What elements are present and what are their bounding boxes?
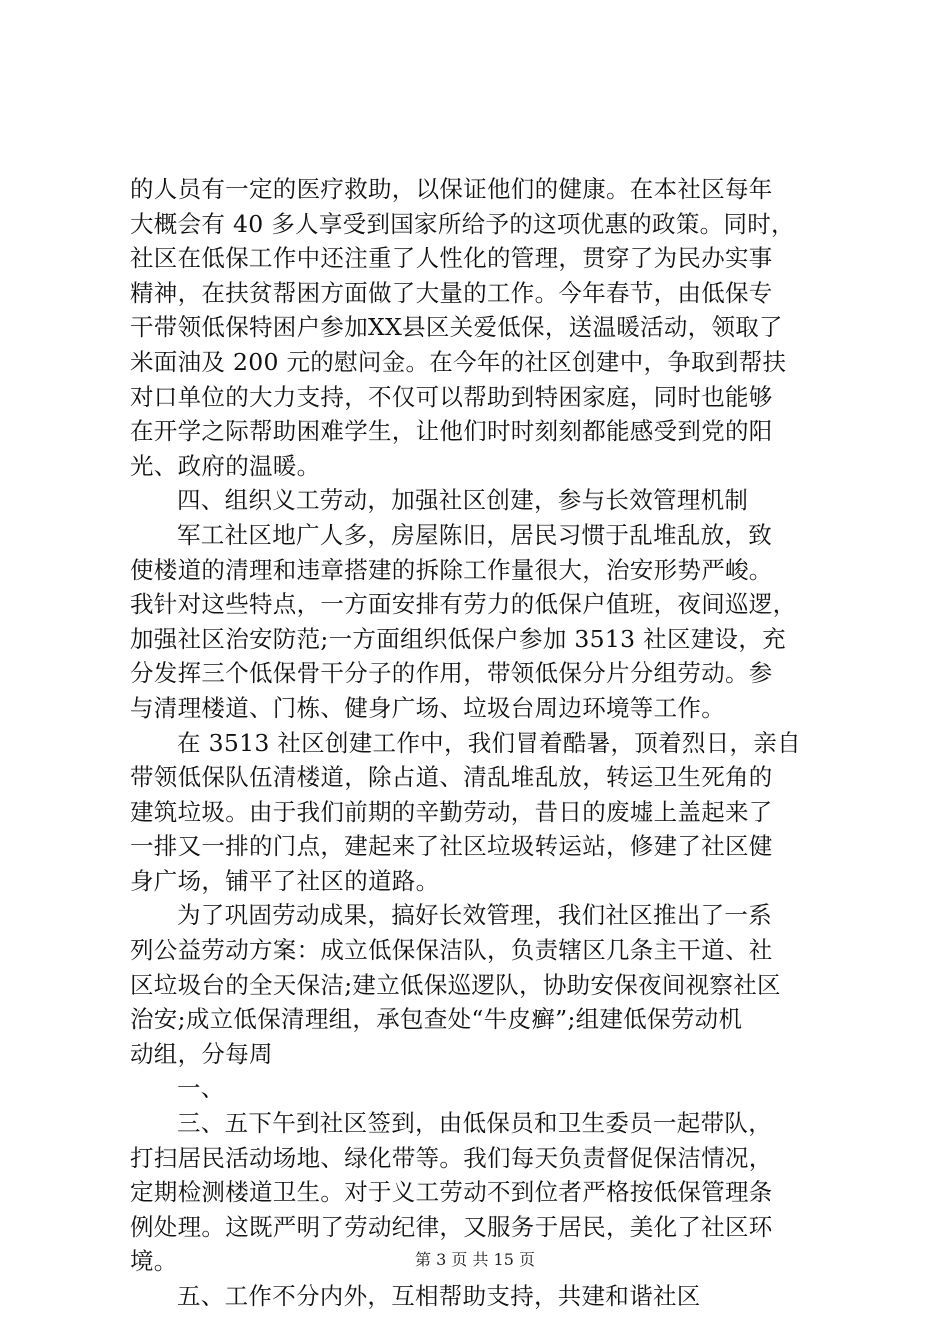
text-line: 列公益劳动方案：成立低保保洁队，负责辖区几条主干道、社 xyxy=(130,936,773,965)
text-line: 定期检测楼道卫生。对于义工劳动不到位者严格按低保管理条 xyxy=(130,1178,773,1207)
text-line: 为了巩固劳动成果，搞好长效管理，我们社区推出了一系 xyxy=(177,901,772,930)
text-line: 使楼道的清理和违章搭建的拆除工作量很大，治安形势严峻。 xyxy=(130,555,773,584)
text-line: 三、五下午到社区签到，由低保员和卫生委员一起带队， xyxy=(177,1109,772,1138)
text-line: 例处理。这既严明了劳动纪律，又服务于居民，美化了社区环 xyxy=(130,1212,773,1241)
text-line: 干带领低保特困户参加XX县区关爱低保，送温暖活动，领取了 xyxy=(130,313,783,342)
text-line: 军工社区地广人多，房屋陈旧，居民习惯于乱堆乱放，致 xyxy=(177,520,772,549)
text-line: 社区在低保工作中还注重了人性化的管理，贯穿了为民办实事 xyxy=(130,244,773,273)
text-line: 境。 xyxy=(130,1247,178,1276)
text-line: 治安;成立低保清理组，承包查处“牛皮癣”;组建低保劳动机 xyxy=(130,1005,743,1034)
text-line: 精神，在扶贫帮困方面做了大量的工作。今年春节，由低保专 xyxy=(130,278,773,307)
text-line: 我针对这些特点，一方面安排有劳力的低保户值班，夜间巡逻， xyxy=(130,590,797,619)
document-body xyxy=(130,172,840,1314)
text-line: 一排又一排的门点，建起来了社区垃圾转运站，修建了社区健 xyxy=(130,832,773,861)
text-line: 区垃圾台的全天保洁;建立低保巡逻队，协助安保夜间视察社区 xyxy=(130,970,781,999)
text-line: 分发挥三个低保骨干分子的作用，带领低保分片分组劳动。参 xyxy=(130,659,773,688)
text-line: 四、组织义工劳动，加强社区创建，参与长效管理机制 xyxy=(177,486,749,515)
text-line: 加强社区治安防范;一方面组织低保户参加 3513 社区建设，充 xyxy=(130,624,786,653)
text-line: 米面油及 200 元的慰问金。在今年的社区创建中，争取到帮扶 xyxy=(130,347,787,376)
text-line: 身广场，铺平了社区的道路。 xyxy=(130,866,440,895)
page-footer: 第 3 页 共 15 页 xyxy=(415,1250,535,1269)
text-line: 与清理楼道、门栋、健身广场、垃圾台周边环境等工作。 xyxy=(130,693,725,722)
text-line: 在开学之际帮助困难学生，让他们时时刻刻都能感受到党的阳 xyxy=(130,417,773,446)
text-line: 五、工作不分内外，互相帮助支持，共建和谐社区 xyxy=(177,1282,701,1310)
text-line: 的人员有一定的医疗救助，以保证他们的健康。在本社区每年 xyxy=(130,175,773,203)
text-line: 光、政府的温暖。 xyxy=(130,451,321,480)
text-line: 对口单位的大力支持，不仅可以帮助到特困家庭，同时也能够 xyxy=(130,382,773,411)
text-line: 建筑垃圾。由于我们前期的辛勤劳动，昔日的废墟上盖起来了 xyxy=(130,797,773,826)
text-line: 动组，分每周 xyxy=(130,1039,273,1068)
text-line: 大概会有 40 多人享受到国家所给予的这项优惠的政策。同时， xyxy=(130,209,795,238)
text-line: 在 3513 社区创建工作中，我们冒着酷暑，顶着烈日，亲自 xyxy=(177,728,801,757)
text-line: 一、 xyxy=(177,1074,225,1103)
text-line: 带领低保队伍清楼道，除占道、清乱堆乱放，转运卫生死角的 xyxy=(130,763,773,792)
text-line: 打扫居民活动场地、绿化带等。我们每天负责督促保洁情况， xyxy=(130,1143,773,1172)
